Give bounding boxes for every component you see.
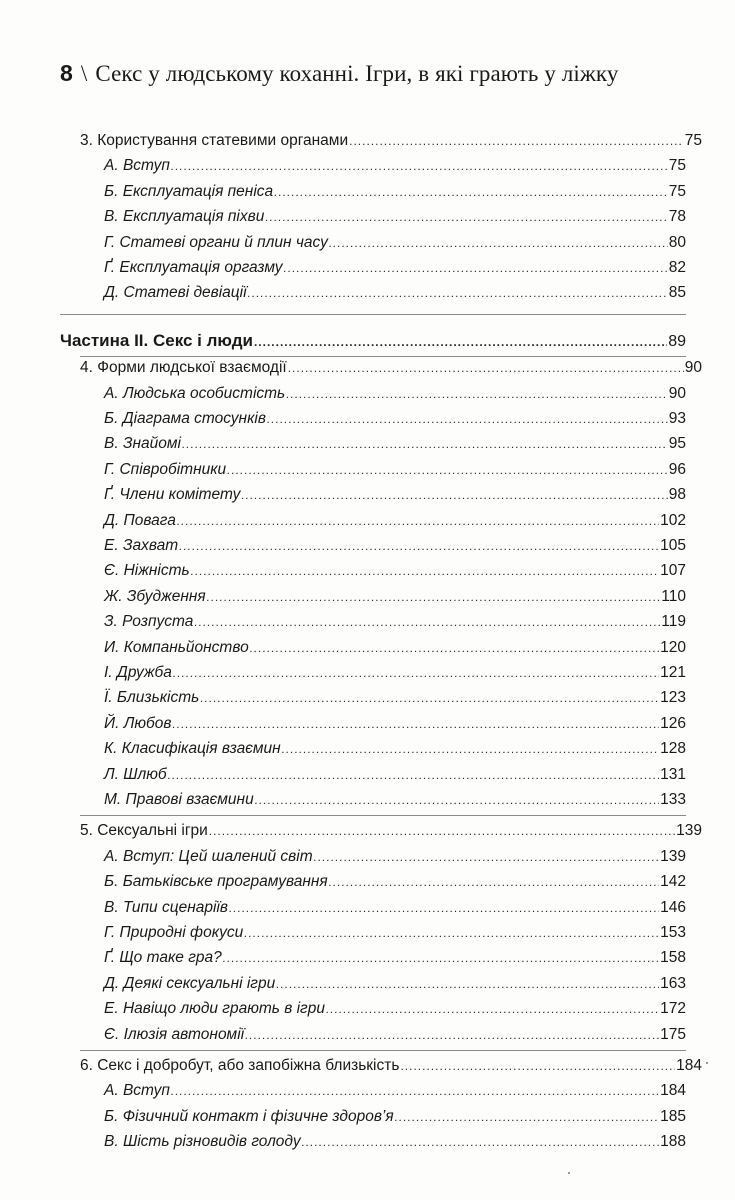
toc-entry-page: 175	[660, 1025, 686, 1043]
section-divider	[60, 314, 686, 315]
toc-entry-page: 184	[676, 1057, 702, 1074]
toc-entry-page: 93	[668, 410, 686, 427]
toc-entry-title: З. Розпуста	[104, 613, 194, 631]
toc-entry-page: 163	[660, 974, 686, 992]
toc-entry-title: Б. Діаграма стосунків	[104, 410, 266, 427]
toc-entry-title: М. Правові взаємини	[104, 791, 254, 808]
toc-entry-section	[104, 662, 686, 684]
toc-entry-title: Ґ. Що таке гра?	[104, 949, 222, 967]
toc-entry-title: Г. Природні фокуси	[104, 924, 244, 941]
toc-entry-page: 110	[661, 587, 686, 605]
toc-entry-chapter	[80, 1055, 702, 1077]
section-divider	[80, 1050, 686, 1051]
toc-entry-section	[104, 282, 686, 304]
toc-entry-title: 5. Сексуальні ігри	[80, 822, 208, 840]
dot-leader	[191, 560, 659, 582]
dot-leader	[265, 206, 667, 228]
toc-entry-page: 80	[668, 233, 686, 251]
toc-entry-title: Д. Деякі сексуальні ігри	[104, 974, 276, 992]
toc-entry-chapter	[80, 820, 702, 842]
toc-entry-title: Д. Статеві девіації	[104, 284, 247, 302]
toc-entry-page: 98	[668, 486, 686, 504]
section-divider	[80, 815, 686, 816]
toc-entry-page: 107	[660, 562, 686, 580]
toc-entry-title: В. Типи сценаріїв	[104, 898, 228, 916]
toc-entry-page: 78	[668, 208, 686, 226]
toc-entry-page: 96	[668, 460, 686, 478]
toc-entry-section	[104, 586, 686, 608]
toc-entry-title: Й. Любов	[104, 714, 172, 732]
toc-entry-section	[104, 484, 686, 506]
toc-entry-page: 82	[668, 259, 686, 276]
page-number: 8	[60, 60, 73, 86]
dot-leader	[172, 713, 659, 735]
toc-entry-section	[104, 510, 686, 532]
toc-entry-page: 146	[660, 898, 686, 916]
toc-entry-title: Г. Співробітники	[104, 460, 227, 478]
toc-entry-title: А. Вступ	[104, 1082, 170, 1100]
toc-entry-page: 75	[684, 132, 702, 149]
dot-leader	[248, 282, 668, 304]
scan-speck	[706, 1062, 708, 1064]
header-separator: \	[80, 61, 88, 86]
toc-entry-title: Частина ІІ. Секс і люди	[60, 330, 253, 350]
toc-entry-section	[104, 713, 686, 735]
toc-entry-title: А. Людська особистість	[104, 384, 286, 402]
dot-leader	[200, 687, 659, 709]
toc-entry-section	[104, 1106, 686, 1128]
toc-entry-title: К. Класифікація взаємин	[104, 740, 281, 758]
book-title: Секс у людському коханні. Ігри, в які грають у ліжку	[95, 61, 619, 86]
toc-entry-section	[104, 257, 686, 279]
dot-leader	[302, 1131, 660, 1153]
scan-speck	[568, 1172, 570, 1174]
toc-entry-section	[104, 433, 686, 455]
toc-entry-section	[104, 560, 686, 582]
dot-leader	[314, 846, 660, 868]
toc-entry-page: 75	[668, 157, 686, 175]
toc-entry-page: 126	[660, 714, 686, 732]
toc-entry-page: 185	[660, 1107, 686, 1125]
dot-leader	[245, 1024, 659, 1046]
dot-leader	[177, 510, 659, 532]
toc-entry-section	[104, 155, 686, 177]
running-header	[60, 60, 700, 87]
toc-entry-section	[104, 897, 686, 919]
toc-entry-section	[104, 922, 686, 944]
toc-entry-section	[104, 637, 686, 659]
toc-entry-title: В. Шість різновидів голоду	[104, 1133, 301, 1151]
dot-leader	[223, 947, 659, 969]
toc-entry-page: 121	[660, 664, 686, 681]
toc-entry-page: 89	[668, 332, 686, 350]
dot-leader	[241, 484, 667, 506]
dot-leader	[229, 897, 659, 919]
dot-leader	[171, 1080, 659, 1102]
dot-leader	[276, 973, 659, 995]
toc-entry-page: 105	[660, 537, 686, 554]
toc-entry-page: 85	[668, 284, 686, 302]
dot-leader	[400, 1055, 675, 1077]
toc-entry-page: 123	[660, 689, 686, 707]
toc-entry-section	[104, 687, 686, 709]
toc-entry-title: А. Вступ	[104, 157, 170, 175]
dot-leader	[395, 1106, 659, 1128]
toc-entry-title: Ґ. Експлуатація оргазму	[104, 259, 283, 276]
toc-entry-title: Б. Батьківське програмування	[104, 873, 328, 891]
dot-leader	[207, 586, 661, 608]
toc-entry-page: 102	[660, 511, 686, 529]
toc-entry-page: 139	[660, 847, 686, 865]
toc-entry-page: 188	[660, 1133, 686, 1151]
toc-entry-title: 4. Форми людської взаємодії	[80, 359, 287, 377]
toc-entry-page: 75	[668, 182, 686, 200]
dot-leader	[179, 535, 659, 557]
toc-entry-section	[104, 871, 686, 893]
toc-entry-title: І. Дружба	[104, 664, 172, 681]
dot-leader	[255, 789, 659, 811]
dot-leader	[209, 820, 675, 842]
toc-entry-section	[104, 1080, 686, 1102]
toc-entry-title: Л. Шлюб	[104, 765, 167, 783]
toc-entry-title: Г. Статеві органи й плин часу	[104, 233, 328, 251]
toc-entry-section	[104, 764, 686, 786]
toc-entry-title: В. Експлуатація піхви	[104, 208, 265, 226]
toc-entry-section	[104, 1024, 686, 1046]
toc-entry-title: Е. Захват	[104, 537, 179, 554]
toc-entry-title: Б. Фізичний контакт і фізичне здоров’я	[104, 1107, 394, 1125]
toc-entry-title: Б. Експлуатація пеніса	[104, 182, 274, 200]
dot-leader	[267, 408, 668, 430]
toc-entry-title: Ж. Збудження	[104, 587, 206, 605]
toc-entry-section	[104, 459, 686, 481]
toc-entry-page: 90	[668, 384, 686, 402]
toc-entry-page: 131	[660, 765, 686, 783]
toc-entry-part	[60, 330, 686, 352]
dot-leader	[194, 611, 660, 633]
toc-entry-chapter	[80, 357, 702, 379]
toc-entry-title: Ї. Близькість	[104, 689, 200, 707]
dot-leader	[284, 257, 668, 279]
dot-leader	[329, 871, 659, 893]
dot-leader	[329, 232, 668, 254]
toc-entry-page: 158	[660, 949, 686, 967]
toc-entry-section	[104, 738, 686, 760]
toc-entry-section	[104, 789, 686, 811]
toc-entry-page: 142	[660, 873, 686, 891]
dot-leader	[288, 357, 684, 379]
toc-entry-section	[104, 1131, 686, 1153]
dot-leader	[326, 998, 659, 1020]
dot-leader	[227, 459, 668, 481]
toc-entry-page: 90	[684, 359, 702, 377]
toc-entry-title: Є. Ніжність	[104, 562, 190, 580]
dot-leader	[349, 130, 684, 152]
dot-leader	[168, 764, 660, 786]
toc-entry-section	[104, 947, 686, 969]
dot-leader	[254, 331, 667, 353]
toc-entry-section	[104, 998, 686, 1020]
toc-entry-page: 120	[660, 638, 686, 656]
toc-entry-page: 139	[676, 822, 702, 840]
toc-entry-page: 133	[660, 791, 686, 808]
dot-leader	[282, 738, 659, 760]
dot-leader	[173, 662, 659, 684]
toc-entry-title: Є. Ілюзія автономії	[104, 1025, 245, 1043]
toc-entry-page: 153	[660, 924, 686, 941]
dot-leader	[244, 922, 659, 944]
toc-entry-page: 128	[660, 740, 686, 758]
dot-leader	[182, 433, 668, 455]
toc-entry-title: А. Вступ: Цей шалений світ	[104, 847, 313, 865]
toc-entry-section	[104, 383, 686, 405]
toc-entry-page: 119	[661, 613, 686, 631]
toc-entry-title: И. Компаньйонство	[104, 638, 249, 656]
toc-entry-title: В. Знайомі	[104, 435, 181, 453]
dot-leader	[171, 155, 668, 177]
toc-entry-title: Е. Навіщо люди грають в ігри	[104, 1000, 325, 1018]
toc-entry-section	[104, 973, 686, 995]
toc-entry-page: 184	[660, 1082, 686, 1100]
toc-entry-section	[104, 232, 686, 254]
toc-entry-title: Д. Повага	[104, 511, 176, 529]
toc-entry-chapter	[80, 130, 702, 152]
toc-entry-section	[104, 611, 686, 633]
toc-entry-page: 172	[660, 1000, 686, 1018]
dot-leader	[250, 637, 659, 659]
dot-leader	[286, 383, 668, 405]
toc-entry-title: 3. Користування статевими органами	[80, 132, 349, 149]
toc-entry-section	[104, 846, 686, 868]
toc-entry-section	[104, 206, 686, 228]
toc-entry-page: 95	[668, 435, 686, 453]
dot-leader	[274, 181, 668, 203]
toc-entry-title: 6. Секс і добробут, або запобіжна близькість	[80, 1057, 400, 1074]
toc-entry-section	[104, 181, 686, 203]
toc-entry-section	[104, 535, 686, 557]
toc-entry-section	[104, 408, 686, 430]
toc-entry-title: Ґ. Члени комітету	[104, 486, 241, 504]
